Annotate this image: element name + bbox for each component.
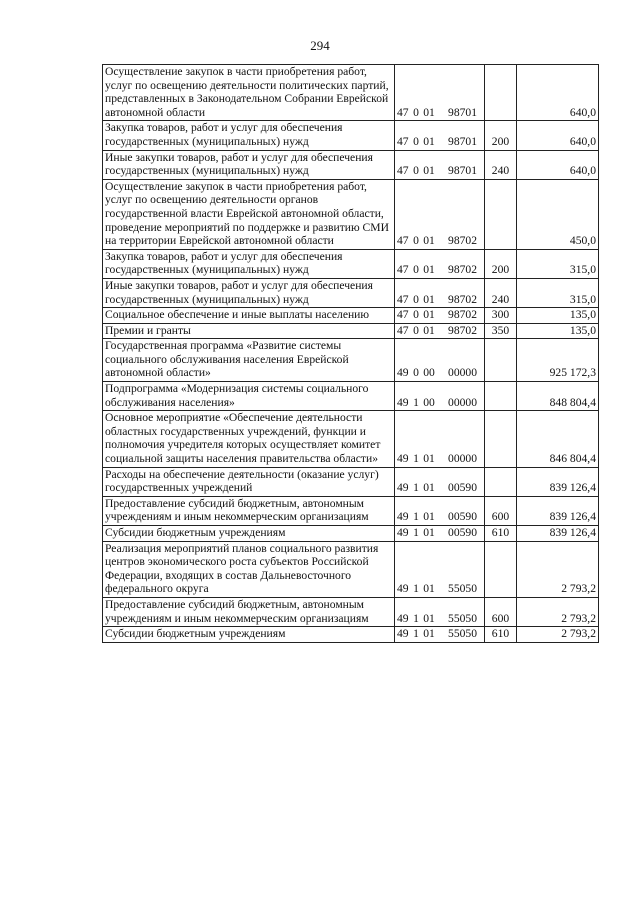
row-expense-type — [485, 411, 517, 467]
subprogram-code: 0 — [413, 292, 419, 306]
row-target-code — [395, 150, 485, 179]
main-activity-code: 01 — [423, 627, 435, 641]
program-code: 49 — [397, 582, 409, 596]
row-name: Государственная программа «Развитие системы социального обслуживания населения Еврейской автономной области» — [103, 339, 395, 382]
row-name: Предоставление субсидий бюджетным, автономным учреждениям и иным некоммерческим организациям — [103, 496, 395, 525]
row-target-code — [395, 411, 485, 467]
direction-code: 98702 — [448, 292, 477, 306]
row-amount: 450,0 — [517, 179, 599, 249]
row-name: Осуществление закупок в части приобретения работ, услуг по освещению деятельности политических партий, представленных в Законодательном Собрании Еврейской автономной области — [103, 65, 395, 121]
program-code: 49 — [397, 526, 409, 539]
row-amount: 2 793,2 — [517, 597, 599, 626]
main-activity-code: 01 — [423, 134, 435, 148]
table-row — [103, 308, 599, 324]
program-code: 49 — [397, 395, 409, 409]
direction-code: 98701 — [448, 134, 477, 148]
row-amount: 2 793,2 — [517, 627, 599, 643]
table-row — [103, 496, 599, 525]
program-code: 47 — [397, 292, 409, 306]
subprogram-code: 1 — [413, 611, 419, 625]
direction-code: 00590 — [448, 510, 477, 524]
row-amount: 135,0 — [517, 308, 599, 324]
table-row — [103, 179, 599, 249]
table-row — [103, 249, 599, 278]
row-expense-type: 610 — [485, 526, 517, 542]
subprogram-code: 1 — [413, 627, 419, 641]
direction-code: 00000 — [448, 452, 477, 466]
direction-code: 55050 — [448, 582, 477, 596]
row-expense-type: 600 — [485, 496, 517, 525]
row-target-code — [395, 249, 485, 278]
table-row — [103, 526, 599, 542]
row-expense-type: 240 — [485, 278, 517, 307]
main-activity-code: 00 — [423, 395, 435, 409]
row-target-code — [395, 278, 485, 307]
row-amount: 315,0 — [517, 249, 599, 278]
table-row — [103, 278, 599, 307]
main-activity-code: 01 — [423, 611, 435, 625]
subprogram-code: 1 — [413, 481, 419, 495]
program-code: 49 — [397, 452, 409, 466]
row-name: Подпрограмма «Модернизация системы социального обслуживания населения» — [103, 382, 395, 411]
program-code: 49 — [397, 366, 409, 380]
subprogram-code: 0 — [413, 234, 419, 248]
direction-code: 98702 — [448, 323, 477, 337]
row-name: Расходы на обеспечение деятельности (оказание услуг) государственных учреждений — [103, 467, 395, 496]
program-code: 47 — [397, 134, 409, 148]
page-number: 294 — [310, 38, 330, 53]
row-amount: 846 804,4 — [517, 411, 599, 467]
row-name: Иные закупки товаров, работ и услуг для обеспечения государственных (муниципальных) нужд — [103, 150, 395, 179]
main-activity-code: 01 — [423, 481, 435, 495]
row-amount: 640,0 — [517, 150, 599, 179]
row-name: Социальное обеспечение и иные выплаты населению — [103, 308, 395, 324]
row-target-code — [395, 382, 485, 411]
row-target-code — [395, 467, 485, 496]
main-activity-code: 01 — [423, 164, 435, 178]
table-row — [103, 382, 599, 411]
row-amount: 640,0 — [517, 121, 599, 150]
program-code: 49 — [397, 611, 409, 625]
main-activity-code: 01 — [423, 234, 435, 248]
direction-code: 98702 — [448, 234, 477, 248]
row-expense-type — [485, 65, 517, 121]
row-target-code — [395, 526, 485, 542]
direction-code: 00000 — [448, 366, 477, 380]
direction-code: 00590 — [448, 481, 477, 495]
direction-code: 98702 — [448, 263, 477, 277]
row-name: Осуществление закупок в части приобретения работ, услуг по освещению деятельности органов государственной власти Еврейской автономной области, проведение мероприятий по поддержке и развитию СМИ на территории Еврейской автономной области — [103, 179, 395, 249]
row-name: Основное мероприятие «Обеспечение деятельности областных государственных учреждений, функции и полномочия учредителя которых осуществляет комитет социальной защиты населения правительства области» — [103, 411, 395, 467]
subprogram-code: 0 — [413, 164, 419, 178]
row-target-code — [395, 121, 485, 150]
program-code: 47 — [397, 263, 409, 277]
row-target-code — [395, 179, 485, 249]
table-row — [103, 627, 599, 643]
main-activity-code: 01 — [423, 308, 435, 322]
direction-code: 98702 — [448, 308, 477, 322]
subprogram-code: 1 — [413, 582, 419, 596]
row-name: Предоставление субсидий бюджетным, автономным учреждениям и иным некоммерческим организациям — [103, 597, 395, 626]
table-row — [103, 411, 599, 467]
row-amount: 839 126,4 — [517, 467, 599, 496]
row-amount: 640,0 — [517, 65, 599, 121]
main-activity-code: 01 — [423, 105, 435, 119]
row-expense-type: 200 — [485, 121, 517, 150]
table-row — [103, 597, 599, 626]
table-row — [103, 541, 599, 597]
subprogram-code: 1 — [413, 395, 419, 409]
subprogram-code: 0 — [413, 105, 419, 119]
row-target-code — [395, 541, 485, 597]
subprogram-code: 0 — [413, 308, 419, 322]
program-code: 47 — [397, 164, 409, 178]
row-target-code — [395, 627, 485, 643]
main-activity-code: 01 — [423, 526, 435, 539]
row-target-code — [395, 65, 485, 121]
row-name: Закупка товаров, работ и услуг для обеспечения государственных (муниципальных) нужд — [103, 121, 395, 150]
subprogram-code: 1 — [413, 526, 419, 539]
table-row — [103, 323, 599, 339]
program-code: 49 — [397, 481, 409, 495]
program-code: 47 — [397, 308, 409, 322]
row-expense-type — [485, 541, 517, 597]
table-row — [103, 121, 599, 150]
row-target-code — [395, 323, 485, 339]
main-activity-code: 01 — [423, 582, 435, 596]
row-target-code — [395, 308, 485, 324]
row-amount: 839 126,4 — [517, 496, 599, 525]
subprogram-code: 0 — [413, 134, 419, 148]
row-amount: 315,0 — [517, 278, 599, 307]
row-name: Субсидии бюджетным учреждениям — [103, 627, 395, 643]
program-code: 47 — [397, 234, 409, 248]
main-activity-code: 01 — [423, 510, 435, 524]
budget-table-body — [103, 65, 599, 643]
row-target-code — [395, 496, 485, 525]
row-expense-type: 200 — [485, 249, 517, 278]
row-amount: 848 804,4 — [517, 382, 599, 411]
table-row — [103, 467, 599, 496]
direction-code: 00590 — [448, 526, 477, 539]
budget-table — [102, 64, 599, 643]
main-activity-code: 00 — [423, 366, 435, 380]
subprogram-code: 0 — [413, 366, 419, 380]
row-amount: 839 126,4 — [517, 526, 599, 542]
row-expense-type: 610 — [485, 627, 517, 643]
program-code: 47 — [397, 105, 409, 119]
subprogram-code: 0 — [413, 323, 419, 337]
program-code: 49 — [397, 627, 409, 641]
row-name: Иные закупки товаров, работ и услуг для обеспечения государственных (муниципальных) нужд — [103, 278, 395, 307]
row-target-code — [395, 597, 485, 626]
direction-code: 98701 — [448, 105, 477, 119]
row-expense-type: 300 — [485, 308, 517, 324]
row-expense-type — [485, 339, 517, 382]
row-name: Субсидии бюджетным учреждениям — [103, 526, 395, 542]
direction-code: 55050 — [448, 627, 477, 641]
main-activity-code: 01 — [423, 323, 435, 337]
program-code: 47 — [397, 323, 409, 337]
row-expense-type — [485, 179, 517, 249]
row-name: Закупка товаров, работ и услуг для обеспечения государственных (муниципальных) нужд — [103, 249, 395, 278]
subprogram-code: 1 — [413, 510, 419, 524]
row-expense-type: 240 — [485, 150, 517, 179]
subprogram-code: 1 — [413, 452, 419, 466]
table-row — [103, 65, 599, 121]
main-activity-code: 01 — [423, 452, 435, 466]
direction-code: 55050 — [448, 611, 477, 625]
row-amount: 925 172,3 — [517, 339, 599, 382]
row-target-code — [395, 339, 485, 382]
row-amount: 135,0 — [517, 323, 599, 339]
row-amount: 2 793,2 — [517, 541, 599, 597]
direction-code: 98701 — [448, 164, 477, 178]
row-name: Премии и гранты — [103, 323, 395, 339]
table-row — [103, 339, 599, 382]
row-expense-type: 600 — [485, 597, 517, 626]
subprogram-code: 0 — [413, 263, 419, 277]
row-expense-type: 350 — [485, 323, 517, 339]
table-row — [103, 150, 599, 179]
main-activity-code: 01 — [423, 263, 435, 277]
row-name: Реализация мероприятий планов социального развития центров экономического роста субъектов Российской Федерации, входящих в состав Дальневосточного федерального округа — [103, 541, 395, 597]
row-expense-type — [485, 382, 517, 411]
program-code: 49 — [397, 510, 409, 524]
direction-code: 00000 — [448, 395, 477, 409]
main-activity-code: 01 — [423, 292, 435, 306]
row-expense-type — [485, 467, 517, 496]
